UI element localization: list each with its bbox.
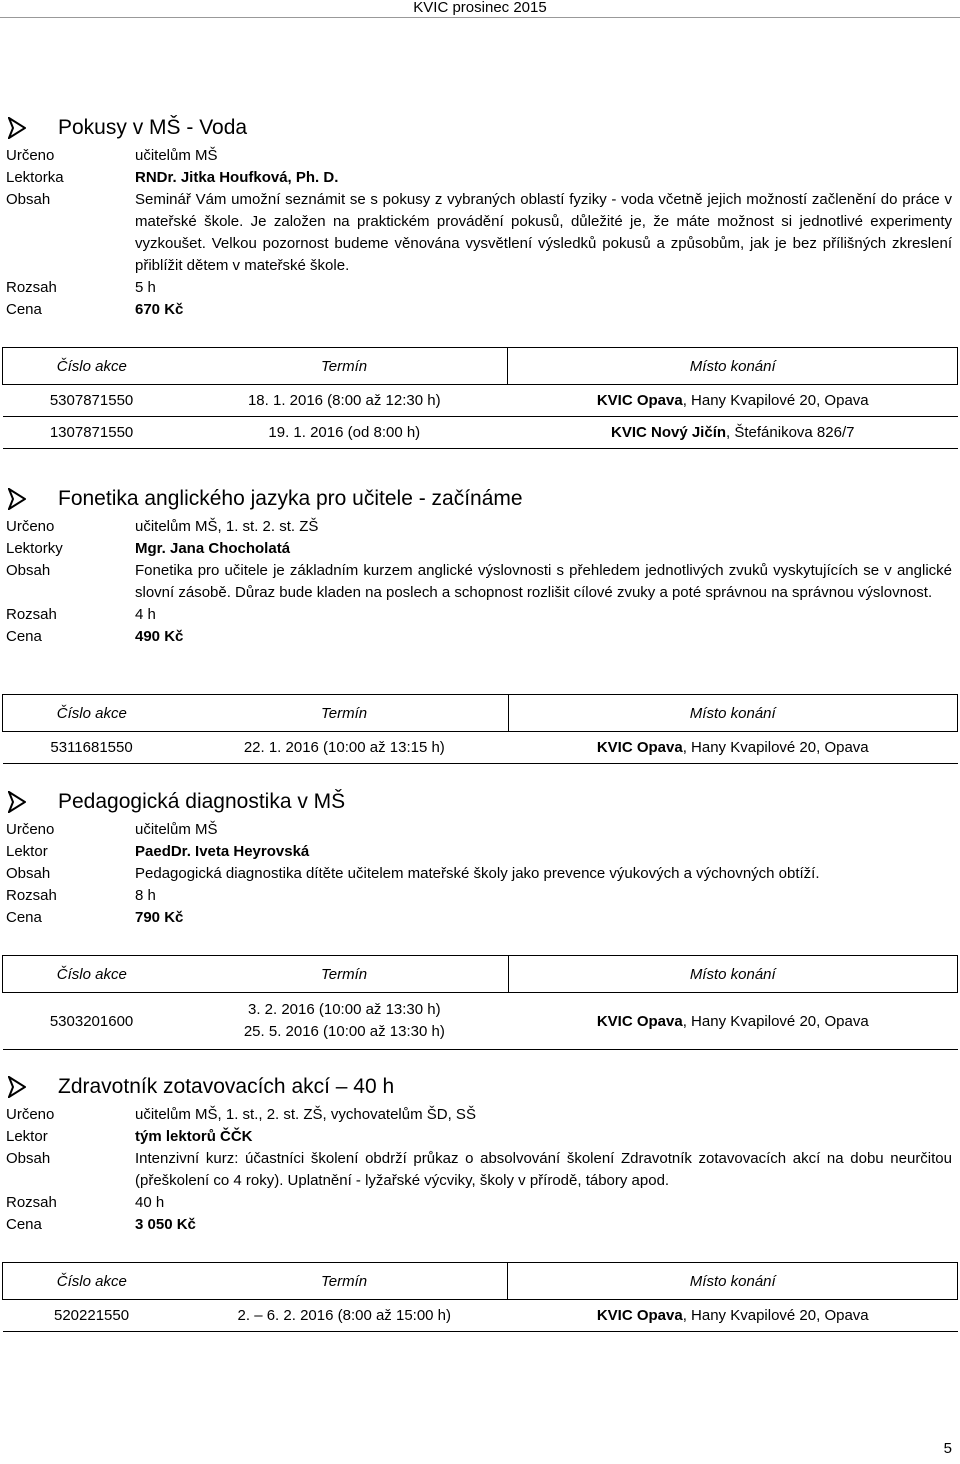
info-label: Lektor <box>6 843 48 860</box>
info-label: Lektorky <box>6 540 63 557</box>
info-label: Určeno <box>6 518 55 535</box>
info-label: Rozsah <box>6 606 57 623</box>
place-name: KVIC Opava <box>596 1307 683 1324</box>
info-label: Obsah <box>6 1150 51 1167</box>
column-header: Termín <box>181 348 508 385</box>
event-number: 5303201600 <box>3 993 181 1050</box>
place-name: KVIC Nový Jičín <box>610 424 727 441</box>
column-header: Číslo akce <box>3 1263 181 1300</box>
table-row <box>3 417 958 449</box>
course-block <box>0 113 960 321</box>
place-address: , Hany Kvapilové 20, Opava <box>682 392 869 409</box>
event-term: 22. 1. 2016 (10:00 až 13:15 h) <box>181 732 508 764</box>
column-header: Termín <box>181 1263 508 1300</box>
info-label: Určeno <box>6 147 55 164</box>
course-title: Zdravotník zotavovacích akcí – 40 h <box>58 1075 395 1098</box>
info-label: Obsah <box>6 865 51 882</box>
event-term: 19. 1. 2016 (od 8:00 h) <box>181 417 508 449</box>
header-divider <box>0 17 960 18</box>
info-value: 8 h <box>135 887 156 904</box>
info-label: Určeno <box>6 821 55 838</box>
info-value: Fonetika pro učitele je základním kurzem anglické výslovnosti s přehledem jednotlivých zvuků vyskytujících se v anglické slovní zásobě. Důraz bude kladen na poslech a schopnost rozlišit cílové zvuky a poté správnou na správnou výslovnost. <box>135 562 952 601</box>
info-value: 3 050 Kč <box>135 1216 196 1233</box>
info-value: tým lektorů ČČK <box>135 1128 253 1145</box>
info-value: 4 h <box>135 606 156 623</box>
schedule-table <box>2 347 958 449</box>
place-address: , Hany Kvapilové 20, Opava <box>682 1307 869 1324</box>
place-name: KVIC Opava <box>596 392 683 409</box>
event-place <box>508 732 958 764</box>
place-address: , Hany Kvapilové 20, Opava <box>682 1012 869 1030</box>
info-value: učitelům MŠ, 1. st. 2. st. ZŠ <box>135 518 319 535</box>
event-place <box>508 417 958 449</box>
column-header: Místo konání <box>508 956 957 993</box>
place-name: KVIC Opava <box>596 739 683 756</box>
info-value: Seminář Vám umožní seznámit se s pokusy z vybraných oblastí fyziky - voda včetně jejich možností začlenění do práce v mateřské škole. Je založen na praktickém provádění pokusů, důležité je, že máte možnost si jednotlivé experimenty vyzkoušet. Velkou pozornost budeme věnována vysvětlení výsledků pokusů a způsobům, jak je bez přílišných zkreslení přiblížit dětem v mateřské škole. <box>135 191 952 274</box>
column-header: Termín <box>181 956 508 993</box>
arrow-bullet-icon <box>8 117 26 139</box>
column-header: Číslo akce <box>3 348 181 385</box>
event-term-line: 25. 5. 2016 (10:00 až 13:30 h) <box>243 1023 445 1040</box>
table-row <box>3 1300 958 1332</box>
event-term <box>181 993 508 1050</box>
info-value: RNDr. Jitka Houfková, Ph. D. <box>135 169 339 186</box>
event-place <box>508 1300 958 1332</box>
info-value: učitelům MŠ <box>135 147 218 164</box>
info-label: Cena <box>6 1216 42 1233</box>
table-row <box>3 993 958 1050</box>
event-number: 5307871550 <box>3 385 181 417</box>
arrow-bullet-icon <box>8 791 26 813</box>
info-value: učitelům MŠ, 1. st., 2. st. ZŠ, vychovatelům ŠD, SŠ <box>135 1106 476 1123</box>
info-value: 670 Kč <box>135 301 184 318</box>
info-value: 490 Kč <box>135 628 184 645</box>
arrow-bullet-icon <box>8 1076 26 1098</box>
info-label: Lektor <box>6 1128 48 1145</box>
column-header: Místo konání <box>508 695 958 732</box>
info-value: Mgr. Jana Chocholatá <box>135 540 291 557</box>
schedule-table <box>2 694 958 764</box>
column-header: Místo konání <box>508 1263 958 1300</box>
event-number: 5311681550 <box>3 732 181 764</box>
course-title: Fonetika anglického jazyka pro učitele - začínáme <box>58 487 523 510</box>
course-block <box>0 484 960 648</box>
schedule-table <box>2 955 958 1050</box>
event-number: 520221550 <box>3 1300 181 1332</box>
info-label: Rozsah <box>6 887 57 904</box>
info-label: Rozsah <box>6 279 57 296</box>
info-value: Intenzivní kurz: účastníci školení obdrží průkaz o absolvování školení Zdravotník zotavovacích akcí na dobu neurčitou (přeškolení co 4 roky). Uplatnění - lyžařské výcviky, školy v přírodě, tábory apod. <box>135 1150 952 1189</box>
course-title: Pokusy v MŠ - Voda <box>58 116 248 139</box>
place-address: , Štefánikova 826/7 <box>726 424 855 441</box>
column-header: Termín <box>181 695 508 732</box>
place-name: KVIC Opava <box>596 1012 683 1030</box>
table-row <box>3 385 958 417</box>
column-header: Číslo akce <box>3 695 181 732</box>
column-header: Číslo akce <box>3 956 181 993</box>
info-label: Určeno <box>6 1106 55 1123</box>
table-row <box>3 732 958 764</box>
arrow-bullet-icon <box>8 488 26 510</box>
page-header-title: KVIC prosinec 2015 <box>413 0 547 16</box>
info-label: Obsah <box>6 191 51 208</box>
schedule-table <box>2 1262 958 1332</box>
course-title: Pedagogická diagnostika v MŠ <box>58 790 346 813</box>
info-label: Lektorka <box>6 169 64 186</box>
event-place <box>508 385 958 417</box>
info-label: Obsah <box>6 562 51 579</box>
info-label: Cena <box>6 301 42 318</box>
info-label: Rozsah <box>6 1194 57 1211</box>
event-term: 2. – 6. 2. 2016 (8:00 až 15:00 h) <box>181 1300 508 1332</box>
column-header: Místo konání <box>508 348 958 385</box>
event-term-line: 3. 2. 2016 (10:00 až 13:30 h) <box>247 1001 441 1018</box>
info-label: Cena <box>6 909 42 926</box>
info-value: 40 h <box>135 1194 165 1211</box>
course-block <box>0 787 960 929</box>
info-value: Pedagogická diagnostika dítěte učitelem mateřské školy jako prevence výukových a výchovných obtíží. <box>135 865 820 882</box>
info-value: 5 h <box>135 279 156 296</box>
info-value: učitelům MŠ <box>135 821 218 838</box>
event-place <box>508 993 957 1050</box>
info-value: 790 Kč <box>135 909 184 926</box>
info-value: PaedDr. Iveta Heyrovská <box>135 843 310 860</box>
event-term: 18. 1. 2016 (8:00 až 12:30 h) <box>181 385 508 417</box>
place-address: , Hany Kvapilové 20, Opava <box>682 739 869 756</box>
page-number: 5 <box>943 1440 952 1457</box>
info-label: Cena <box>6 628 42 645</box>
course-block <box>0 1072 960 1236</box>
event-number: 1307871550 <box>3 417 181 449</box>
